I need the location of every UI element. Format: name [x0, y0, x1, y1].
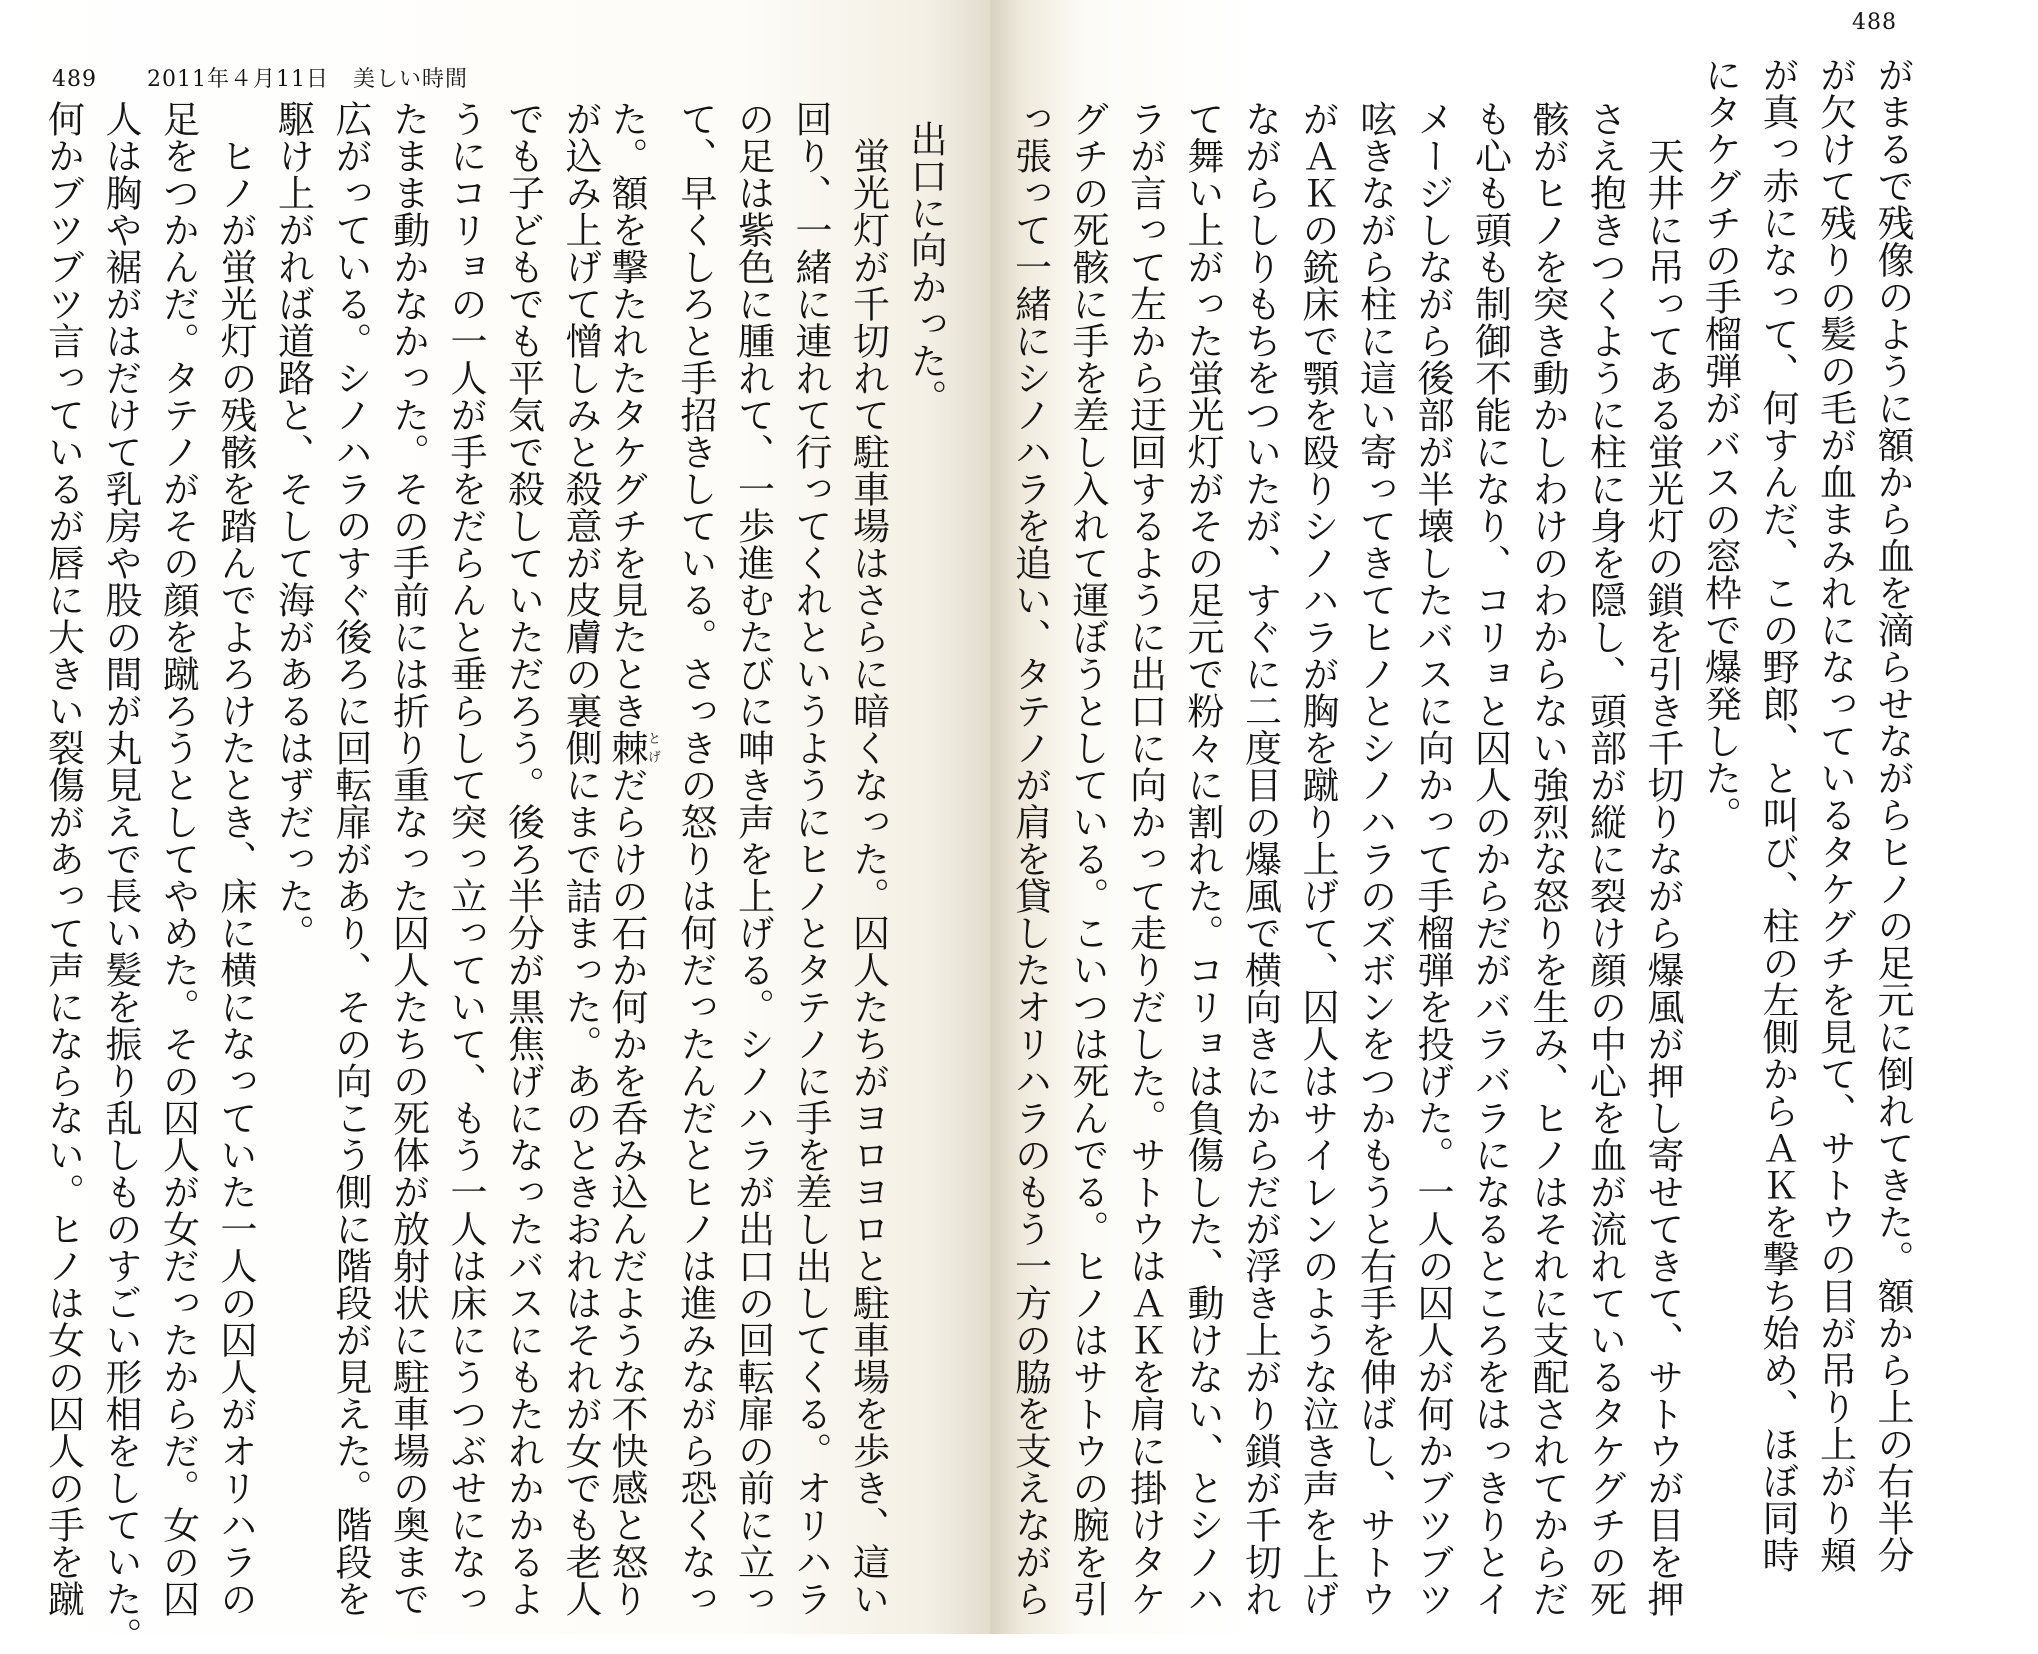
text-column: 呟きながら柱に這い寄ってきてヒノとシノハラのズボンをつかもうと右手を伸ばし、サトウ: [1353, 100, 1397, 1617]
text-column: でも子どもでも平気で殺していただろう。後ろ半分が黒焦げになったバスにもたれかかるよ: [501, 100, 545, 1617]
left-page: [0, 0, 990, 1654]
text-column: の足は紫色に腫れて、一歩進むたびに呻き声を上げる。シノハラが出口の回転扉の前に立っ: [731, 100, 775, 1617]
text-column: がＡＫの銃床で顎を殴りシノハラが胸を蹴り上げて、囚人はサイレンのような泣き声を上げ: [1296, 100, 1339, 1617]
text-column: 天井に吊ってある蛍光灯の鎖を引き千切りながら爆風が押し寄せてきて、サトウが目を押: [1641, 100, 1684, 1617]
text-column: が真っ赤になって、何すんだ、この野郎、と叫び、柱の左側からＡＫを撃ち始め、ほぼ同時: [1756, 56, 1799, 1573]
text-column: が欠けて残りの髪の毛が血まみれになっているタケグチを見て、サトウの目が吊り上がり頬: [1813, 56, 1857, 1573]
text-column: たまま動かなかった。その手前には折り重なった囚人たちの死体が放射状に駐車場の奥まで: [386, 100, 430, 1617]
text-column: ながらしりもちをついたが、すぐに二度目の爆風で横向きにからだが浮き上がり鎖が千切れ: [1238, 100, 1282, 1617]
text-column: さえ抱きつくように柱に身を隠し、頭部が縦に裂け顔の中心を血が流れているタケグチの死: [1583, 100, 1627, 1617]
text-column: にタケグチの手榴弾がバスの窓枠で爆発した。: [1698, 56, 1742, 833]
text-column: 回り、一緒に連れて行ってくれというようにヒノとタテノに手を差し出してくる。オリハラ: [789, 100, 832, 1617]
text-column: 駆け上がれば道路と、そして海があるはずだった。: [271, 100, 315, 951]
text-column: 広がっている。シノハラのすぐ後ろに回転扉があり、その向こう側に階段が見えた。階段を: [329, 100, 372, 1617]
text-column: が込み上げて憎しみと殺意が皮膚の裏側にまで詰まった。あのときおれはそれが女でも老人: [559, 100, 602, 1617]
header-title: 美しい時間: [352, 67, 468, 92]
text-column: 何かブツブツ言っているが唇に大きい裂傷があって声にならない。ヒノは女の囚人の手を蹴: [41, 100, 85, 1617]
text-column: て、早くしろと手招きしている。さっきの怒りは何だったんだとヒノは進みながら恐くなっ: [674, 100, 717, 1617]
text-column: 出口に向かった。: [904, 120, 947, 416]
page-number: 489: [52, 67, 97, 92]
text-column: ヒノが蛍光灯の残骸を踏んでよろけたとき、床に横になっていた一人の囚人がオリハラの: [214, 100, 257, 1617]
running-header: [52, 62, 468, 93]
text-column: 足をつかんだ。タテノがその顔を蹴ろうとしてやめた。その囚人が女だったからだ。女の囚: [156, 100, 200, 1617]
text-column: うにコリョの一人が手をだらんと垂らして突っ立っていて、もう一人は床にうつぶせになっ: [444, 100, 487, 1617]
text-column: がまるで残像のように額から血を滴らせながらヒノの足元に倒れてきた。額から上の右半分: [1871, 56, 1914, 1573]
text-column: っ張って一緒にシノハラを追い、タテノが肩を貸したオリハラのもう一方の脇を支えながら: [1008, 100, 1052, 1617]
text-column: も心も頭も制御不能になり、コリョと囚人のからだがバラバラになるところをはっきりとイ: [1468, 100, 1512, 1617]
text-column: 骸がヒノを突き動かしわけのわからない強烈な怒りを生み、ヒノはそれに支配されてからだ: [1526, 100, 1569, 1617]
right-page: [990, 0, 2038, 1634]
page-number: 488: [1852, 10, 1897, 35]
ruby-annotation: 棘とげ: [605, 729, 660, 766]
text-column: た。額を撃たれたタケグチを見たとき棘とげだらけの石か何かを呑み込んだような不快感と怒り: [605, 100, 660, 1617]
text-column: 人は胸や裾がはだけて乳房や股の間が丸見えで長い髪を振り乱しものすごい形相をしていた。: [99, 100, 142, 1654]
text-column: メージしながら後部が半壊したバスに向かって手榴弾を投げた。一人の囚人が何かブツブツ: [1411, 100, 1454, 1617]
text-column: ラが言って左から迂回するように出口に向かって走りだした。サトウはＡＫを肩に掛けタケ: [1123, 100, 1167, 1617]
header-date: 2011年４月11日: [147, 67, 329, 92]
text-column: 蛍光灯が千切れて駐車場はさらに暗くなった。囚人たちがヨロヨロと駐車場を歩き、這い: [846, 100, 890, 1617]
text-column: て舞い上がった蛍光灯がその足元で粉々に割れた。コリョは負傷した、動けない、とシノハ: [1181, 100, 1224, 1617]
text-column: グチの死骸に手を差し入れて運ぼうとしている。こいつは死んでる。ヒノはサトウの腕を引: [1066, 100, 1109, 1617]
